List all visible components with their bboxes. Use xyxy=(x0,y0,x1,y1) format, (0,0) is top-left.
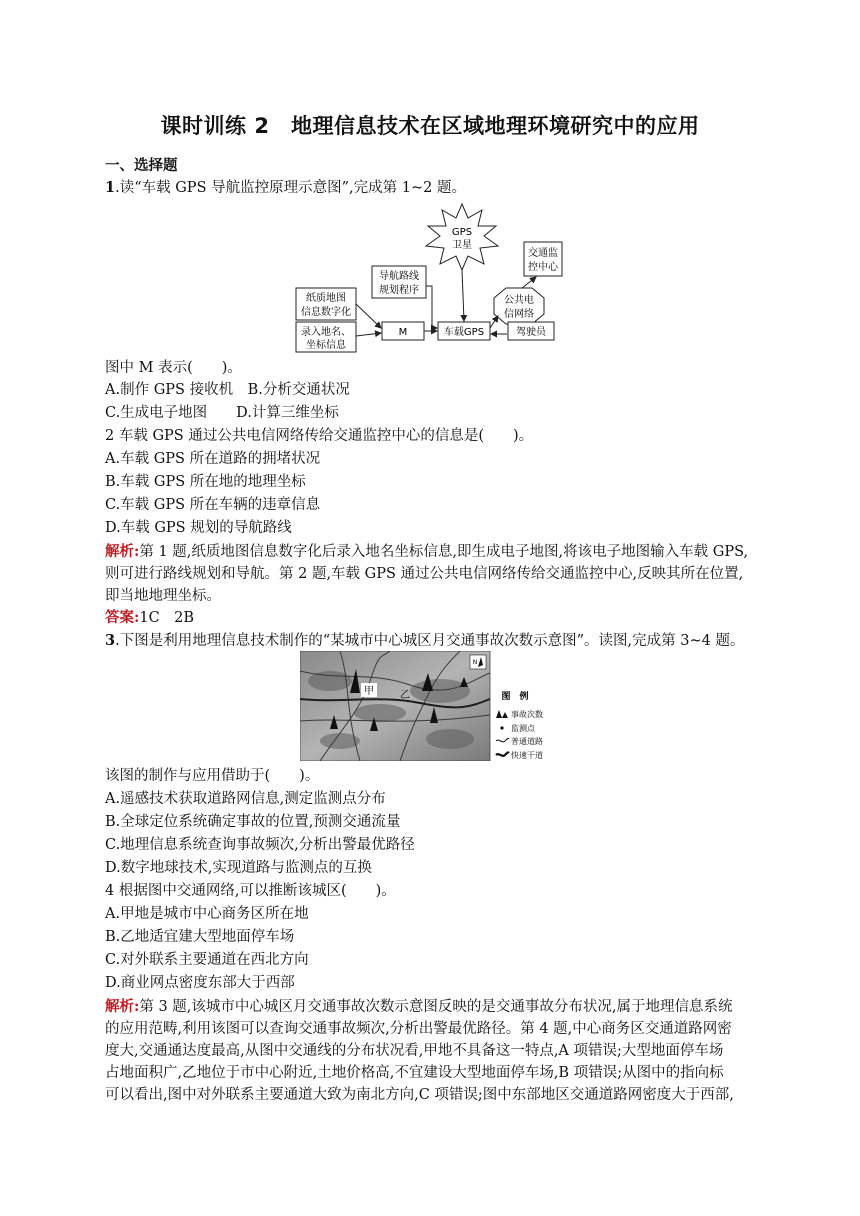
question-number: 1 xyxy=(105,179,116,196)
q2-stem: 2 车载 GPS 通过公共电信网络传给交通监控中心的信息是( )。 xyxy=(105,428,534,444)
gps-flow-diagram xyxy=(292,202,564,354)
q3-option-a: A.遥感技术获取道路网信息,测定监测点分布 xyxy=(105,791,386,807)
route-program-label-1: 导航路线 xyxy=(379,271,419,282)
legend-title: 图 例 xyxy=(501,692,529,702)
m-box-label: M xyxy=(398,327,408,338)
q1-answer xyxy=(105,608,194,628)
q1-sub1-options-row1: A.制作 GPS 接收机 B.分析交通状况 xyxy=(105,382,350,398)
analysis-line: 的应用范畴,利用该图可以查询交通事故频次,分析出警最优路径。第 4 题,中心商务区交通道路网密 xyxy=(105,1021,732,1037)
q3-sub-stem: 该图的制作与应用借助于( )。 xyxy=(105,768,320,784)
q4-option-a: A.甲地是城市中心商务区所在地 xyxy=(105,906,309,922)
analysis-label: 解析: xyxy=(105,998,140,1015)
car-gps-label: 车载GPS xyxy=(443,327,485,338)
page-title: 课时训练 2 地理信息技术在区域地理环境研究中的应用 xyxy=(160,114,700,138)
q3-option-b: B.全球定位系统确定事故的位置,预测交通流量 xyxy=(105,814,401,830)
satellite-label-2: 卫星 xyxy=(452,240,472,251)
q2-option-d: D.车载 GPS 规划的导航路线 xyxy=(105,520,292,536)
legend-item: 普通道路 xyxy=(511,737,543,746)
question-3-stem xyxy=(105,631,744,651)
legend-item: 快速干道 xyxy=(511,751,543,760)
map-label-yi: 乙 xyxy=(400,690,410,701)
q1-analysis xyxy=(105,541,757,607)
analysis-label: 解析: xyxy=(105,543,140,560)
telecom-label-1: 公共电 xyxy=(504,295,534,306)
question-1-stem xyxy=(105,178,466,198)
q4-option-c: C.对外联系主要通道在西北方向 xyxy=(105,952,309,968)
legend-item: 事故次数 xyxy=(511,710,543,719)
analysis-line: 占地面积广,乙地位于市中心附近,土地价格高,不宜建设大型地面停车场,B 项错误;从图中的指向标 xyxy=(105,1065,724,1081)
paper-map-label-2: 信息数字化 xyxy=(301,307,351,318)
paper-map-label-1: 纸质地图 xyxy=(306,293,346,304)
q1-sub1-stem: 图中 M 表示( )。 xyxy=(105,360,242,376)
q3-analysis xyxy=(105,996,757,1106)
satellite-label-1: GPS xyxy=(451,227,473,238)
answer-label: 答案: xyxy=(105,609,140,626)
analysis-line: 第 3 题,该城市中心城区月交通事故次数示意图反映的是交通事故分布状况,属于地理信息系统 xyxy=(139,999,733,1015)
map-legend xyxy=(496,690,543,760)
analysis-line: 度大,交通通达度最高,从图中交通线的分布状况看,甲地不具备这一特点,A 项错误;大型地面停车场 xyxy=(105,1043,724,1059)
q2-option-c: C.车载 GPS 所在车辆的违章信息 xyxy=(105,497,321,513)
accident-count-icon xyxy=(496,710,508,718)
analysis-line: 即当地地理坐标。 xyxy=(105,588,221,604)
q2-option-a: A.车载 GPS 所在道路的拥堵状况 xyxy=(105,451,321,467)
expressway-icon xyxy=(496,752,509,755)
q4-stem: 4 根据图中交通网络,可以推断该城区( )。 xyxy=(105,883,396,899)
input-coords-label-2: 坐标信息 xyxy=(306,340,346,351)
q2-option-b: B.车载 GPS 所在地的地理坐标 xyxy=(105,474,306,490)
route-program-label-2: 规划程序 xyxy=(379,285,419,296)
q3-option-d: D.数字地球技术,实现道路与监测点的互换 xyxy=(105,860,372,876)
normal-road-icon xyxy=(496,738,509,741)
analysis-line: 则可进行路线规划和导航。第 2 题,车载 GPS 通过公共电信网络传给交通监控中心,反映其所在位置, xyxy=(105,566,744,582)
q4-option-b: B.乙地适宜建大型地面停车场 xyxy=(105,929,295,945)
input-coords-label-1: 录入地名、 xyxy=(301,327,351,338)
monitor-point-icon xyxy=(500,726,503,729)
telecom-label-2: 信网络 xyxy=(504,309,534,320)
legend-item: 监测点 xyxy=(511,724,535,733)
q1-sub1-options-row2: C.生成电子地图 D.计算三维坐标 xyxy=(105,405,339,421)
q4-option-d: D.商业网点密度东部大于西部 xyxy=(105,975,295,991)
accident-map-figure xyxy=(300,651,566,761)
traffic-center-label-1: 交通监 xyxy=(528,248,558,259)
driver-label: 驾驶员 xyxy=(516,327,546,338)
map-label-jia: 甲 xyxy=(364,686,374,697)
section-heading: 一、选择题 xyxy=(105,157,178,174)
question-text: .下图是利用地理信息技术制作的“某城市中心城区月交通事故次数示意图”。读图,完成第 3~4 题。 xyxy=(115,633,745,649)
traffic-center-label-2: 控中心 xyxy=(528,262,558,273)
answer-text: 1C 2B xyxy=(139,610,195,626)
north-arrow-icon xyxy=(470,655,486,669)
question-text: .读“车载 GPS 导航监控原理示意图”,完成第 1~2 题。 xyxy=(115,180,466,196)
analysis-line: 可以看出,图中对外联系主要通道大致为南北方向,C 项错误;图中东部地区交通道路网密度大于西部, xyxy=(105,1087,734,1103)
q3-option-c: C.地理信息系统查询事故频次,分析出警最优路径 xyxy=(105,837,415,853)
question-number: 3 xyxy=(105,632,116,649)
north-label: N xyxy=(472,659,478,666)
analysis-line: 第 1 题,纸质地图信息数字化后录入地名坐标信息,即生成电子地图,将该电子地图输入车载 GPS, xyxy=(139,544,749,560)
